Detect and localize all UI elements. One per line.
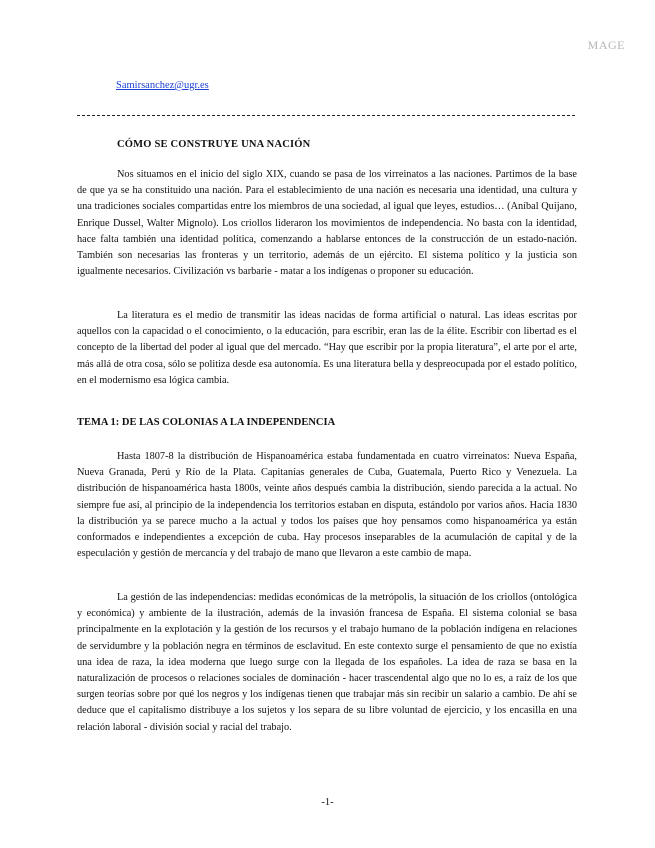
header-divider <box>77 115 575 116</box>
page-number: -1- <box>321 797 334 808</box>
author-email-link[interactable]: Samirsanchez@ugr.es <box>116 80 209 91</box>
intro-paragraph-1: Nos situamos en el inicio del siglo XIX, cuando se pasa de los virreinatos a las naciones. Partimos de la base de que ya se ha constituido una nación. Para el establecimiento de una nación es necesaria una identidad, una cultura y una tradiciones sociales compartidas entre los miembros de una sociedad, al igual que leyes, estudios… (Aníbal Quijano, Enrique Dussel, Walter Mignolo). Los criollos lideraron los movimientos de independencia. No basta con la identidad, hace falta también una identidad política, comenzando a hablarse entonces de la construcción de un estado-nación. También son necesarias las fronteras y un territorio, además de un ejército. El sistema político y la justicia son igualmente necesarios. Civilización vs barbarie - matar a los indígenas o proponer su educación. <box>77 169 577 278</box>
section-paragraph-2: La gestión de las independencias: medidas económicas de la metrópolis, la situación de los criollos (ontológica y económica) y ambiente de la ilustración, además de la invasión francesa de España. El sistema colonial se basa principalmente en la explotación y la gestión de los recursos y el trabajo humano de la población indígena en relaciones de servidumbre y la población negra en términos de esclavitud. En este contexto surge el pensamiento de que no existía una idea de raza, la idea moderna que luego surge con la llegada de los españoles. La idea de raza se basa en la naturalización de procesos o relaciones sociales de dominación - hacer trascendental algo que no lo es, a raíz de los que surgen teorías sobre por qué los negros y los indígenas tienen que trabajar más sin recibir un salario a cambio. De ahí se deduce que el capitalismo distribuye a los sujetos y los separa de su libre voluntad de ejercicio, y los encasilla en una relación laboral - división social y racial del trabajo. <box>77 592 577 733</box>
section-paragraph-1: Hasta 1807-8 la distribución de Hispanoamérica estaba fundamentada en cuatro virreinatos: Nueva España, Nueva Granada, Perú y Río de la Plata. Capitanías generales de Cuba, Guatemala, Puerto Rico y Venezuela. La distribución de hispanoamérica hasta 1800s, veinte años después cambia la distribución, siendo parecida a la actual. No siempre fue así, al principio de la independencia los territorios estaban en disputa, estándolo por varios años. Hacia 1830 la distribución ya se parece mucho a la actual y todos los países que hoy pensamos como hispanoamérica ya están conformados e independientes a excepción de cuba. Hay procesos inseparables de la acumulación de capital y de la especulación y gestión de mercancía y del trabajo de mano que llevaron a este cambio de mapa. <box>77 451 577 560</box>
watermark: MAGE <box>587 38 625 52</box>
section-heading: TEMA 1: DE LAS COLONIAS A LA INDEPENDENCIA <box>77 417 336 428</box>
intro-paragraph-2: La literatura es el medio de transmitir las ideas nacidas de forma artificial o natural. Las ideas escritas por aquellos con la capacidad o el conocimiento, o la educación, para escribir, eran las de la élite. Escribir con libertad es el concepto de la libertad del poder al igual que del mercado. “Hay que escribir por la propia literatura”, el arte por el arte, más allá de otra cosa, sólo se politiza desde esa autonomía. Es una literatura bella y despreocupada por el estado político, en el modernismo esa lógica cambia. <box>77 310 577 386</box>
document-title: CÓMO SE CONSTRUYE UNA NACIÓN <box>117 139 311 150</box>
